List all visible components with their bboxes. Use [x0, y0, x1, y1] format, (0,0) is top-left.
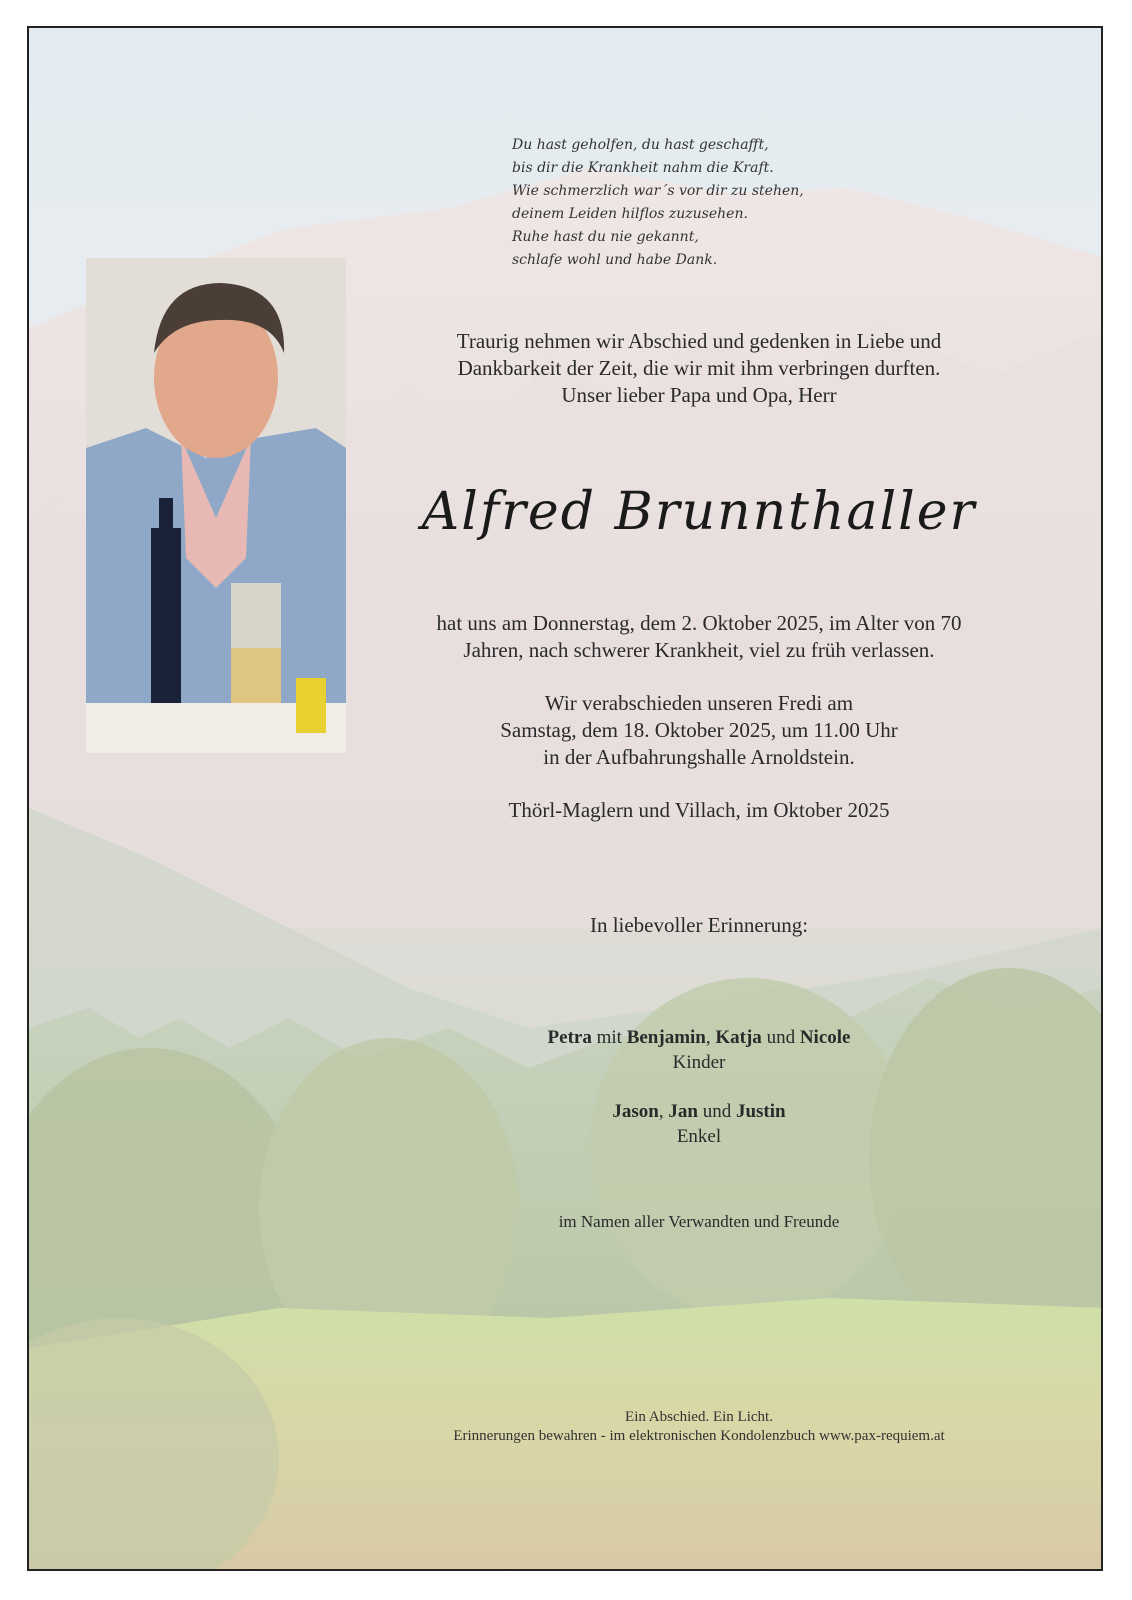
obituary-frame [27, 26, 1103, 1571]
death-notice-line: hat uns am Donnerstag, dem 2. Oktober 2025, im Alter von 70 [436, 611, 962, 635]
grandchildren-group [384, 1099, 1014, 1149]
children-role: Kinder [672, 1052, 726, 1073]
remembrance-heading: In liebevoller Erinnerung: [589, 913, 809, 937]
poem-line: Ruhe hast du nie gekannt, [512, 229, 699, 245]
child-name: Petra [547, 1027, 592, 1048]
poem-line: bis dir die Krankheit nahm die Kraft. [512, 160, 774, 176]
relatives-line: im Namen aller Verwandten und Freunde [558, 1212, 840, 1231]
intro-line: Traurig nehmen wir Abschied und gedenken in Liebe und [456, 329, 942, 353]
intro-line: Unser lieber Papa und Opa, Herr [561, 383, 837, 407]
connector: , [705, 1027, 716, 1048]
place-date: Thörl-Maglern und Villach, im Oktober 2025 [508, 798, 890, 822]
farewell-line: Samstag, dem 18. Oktober 2025, um 11.00 Uhr [500, 718, 898, 742]
farewell-details [384, 690, 1014, 771]
connector: , [658, 1101, 669, 1122]
connector: mit [591, 1027, 627, 1048]
child-name: Nicole [799, 1027, 851, 1048]
child-name: Benjamin [626, 1027, 706, 1048]
child-name: Katja [715, 1027, 762, 1048]
footer [384, 1408, 1014, 1446]
poem [512, 134, 932, 272]
poem-line: Wie schmerzlich war´s vor dir zu stehen, [512, 183, 804, 199]
deceased-name: Alfred Brunnthaller [421, 482, 977, 542]
connector: und [761, 1027, 800, 1048]
grandchild-name: Justin [735, 1101, 786, 1122]
grandchild-name: Jan [668, 1101, 698, 1122]
farewell-line: in der Aufbahrungshalle Arnoldstein. [543, 745, 855, 769]
farewell-line: Wir verabschieden unseren Fredi am [544, 691, 854, 715]
footer-line: Erinnerungen bewahren - im elektronischen Kondolenzbuch www.pax-requiem.at [453, 1428, 945, 1444]
grandchildren-names [384, 1099, 1014, 1124]
grandchildren-role: Enkel [676, 1126, 722, 1147]
intro-text [384, 328, 1014, 409]
intro-line: Dankbarkeit der Zeit, die wir mit ihm verbringen durften. [457, 356, 941, 380]
connector: und [697, 1101, 736, 1122]
footer-line: Ein Abschied. Ein Licht. [625, 1409, 773, 1425]
children-names [384, 1025, 1014, 1050]
children-group [384, 1025, 1014, 1075]
poem-line: schlafe wohl und habe Dank. [512, 252, 718, 268]
poem-line: Du hast geholfen, du hast geschafft, [512, 137, 769, 153]
death-notice-line: Jahren, nach schwerer Krankheit, viel zu früh verlassen. [463, 638, 935, 662]
grandchild-name: Jason [612, 1101, 659, 1122]
poem-line: deinem Leiden hilflos zuzusehen. [512, 206, 748, 222]
death-notice [384, 610, 1014, 664]
portrait-photo [86, 258, 346, 753]
